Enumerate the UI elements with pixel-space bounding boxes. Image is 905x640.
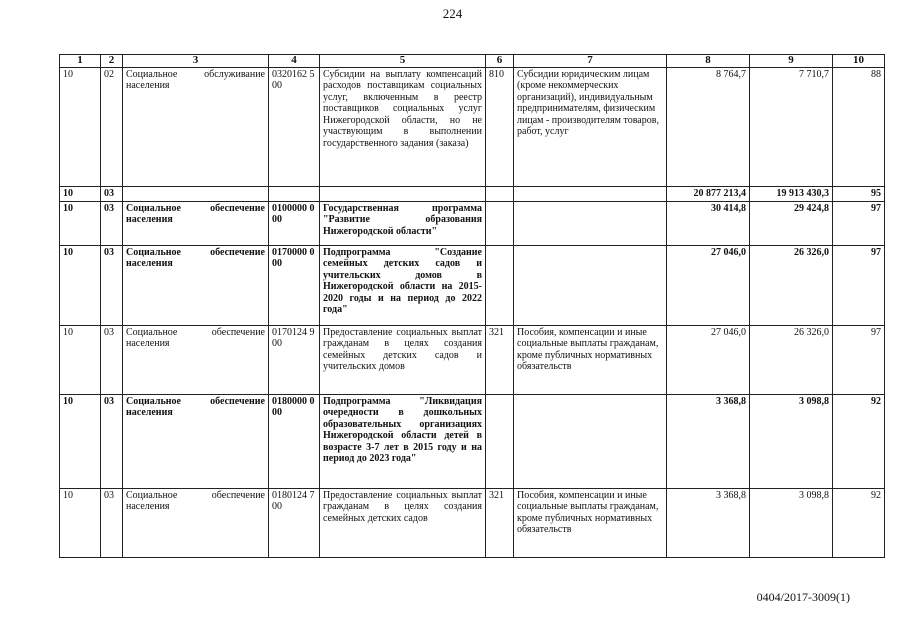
planned-amount: 27 046,0 bbox=[667, 245, 750, 325]
header-col-8: 8 bbox=[667, 55, 750, 68]
target-article-name: Подпрограмма "Ликвидация очередности в дошкольных образовательных организациях Нижегородской области детей в возрасте 3-7 лет в 2015 году и на период до 2023 года" bbox=[320, 394, 486, 488]
section-code: 10 bbox=[60, 186, 101, 201]
execution-percent: 92 bbox=[833, 394, 885, 488]
target-article-code: 0170124 900 bbox=[269, 325, 320, 394]
section-name: Социальное обслуживание населения bbox=[123, 67, 269, 186]
section-name: Социальное обеспечение населения bbox=[123, 488, 269, 557]
document-code: 0404/2017-3009(1) bbox=[756, 590, 850, 604]
execution-percent: 97 bbox=[833, 325, 885, 394]
header-col-9: 9 bbox=[750, 55, 833, 68]
header-col-10: 10 bbox=[833, 55, 885, 68]
subsection-code: 03 bbox=[101, 245, 123, 325]
table-row bbox=[60, 325, 885, 394]
actual-amount: 29 424,8 bbox=[750, 201, 833, 245]
section-code: 10 bbox=[60, 488, 101, 557]
target-article-code bbox=[269, 186, 320, 201]
subsection-code: 03 bbox=[101, 394, 123, 488]
section-code: 10 bbox=[60, 245, 101, 325]
expense-type-name bbox=[514, 245, 667, 325]
table-row bbox=[60, 186, 885, 201]
expense-type-code bbox=[486, 394, 514, 488]
target-article-name: Предоставление социальных выплат гражданам в целях создания семейных детских садов и учительских домов bbox=[320, 325, 486, 394]
subsection-code: 03 bbox=[101, 186, 123, 201]
section-name: Социальное обеспечение населения bbox=[123, 325, 269, 394]
table-row bbox=[60, 67, 885, 186]
header-col-5: 5 bbox=[320, 55, 486, 68]
actual-amount: 19 913 430,3 bbox=[750, 186, 833, 201]
section-name: Социальное обеспечение населения bbox=[123, 245, 269, 325]
budget-table bbox=[59, 54, 885, 558]
execution-percent: 88 bbox=[833, 67, 885, 186]
header-row bbox=[60, 55, 885, 68]
target-article-code: 0180124 700 bbox=[269, 488, 320, 557]
execution-percent: 95 bbox=[833, 186, 885, 201]
header-col-2: 2 bbox=[101, 55, 123, 68]
expense-type-code bbox=[486, 245, 514, 325]
actual-amount: 26 326,0 bbox=[750, 325, 833, 394]
expense-type-name bbox=[514, 394, 667, 488]
header-col-3: 3 bbox=[123, 55, 269, 68]
target-article-code: 0100000 000 bbox=[269, 201, 320, 245]
expense-type-name bbox=[514, 201, 667, 245]
target-article-code: 0170000 000 bbox=[269, 245, 320, 325]
header-col-6: 6 bbox=[486, 55, 514, 68]
planned-amount: 20 877 213,4 bbox=[667, 186, 750, 201]
actual-amount: 3 098,8 bbox=[750, 394, 833, 488]
table-row bbox=[60, 201, 885, 245]
subsection-code: 02 bbox=[101, 67, 123, 186]
expense-type-name: Субсидии юридическим лицам (кроме некоммерческих организаций), индивидуальным предпринимателям, физическим лицам - производителям товаров, работ, услуг bbox=[514, 67, 667, 186]
expense-type-code bbox=[486, 201, 514, 245]
table-row bbox=[60, 245, 885, 325]
expense-type-code: 321 bbox=[486, 488, 514, 557]
section-code: 10 bbox=[60, 325, 101, 394]
target-article-name bbox=[320, 186, 486, 201]
execution-percent: 97 bbox=[833, 201, 885, 245]
target-article-code: 0320162 500 bbox=[269, 67, 320, 186]
subsection-code: 03 bbox=[101, 325, 123, 394]
target-article-name: Подпрограмма "Создание семейных детских садов и учительских домов в Нижегородской области на 2015-2020 годы и на период до 2022 года" bbox=[320, 245, 486, 325]
section-name: Социальное обеспечение населения bbox=[123, 201, 269, 245]
planned-amount: 8 764,7 bbox=[667, 67, 750, 186]
expense-type-code: 810 bbox=[486, 67, 514, 186]
page-number: 224 bbox=[442, 6, 463, 21]
section-name: Социальное обеспечение населения bbox=[123, 394, 269, 488]
execution-percent: 97 bbox=[833, 245, 885, 325]
subsection-code: 03 bbox=[101, 488, 123, 557]
header-col-7: 7 bbox=[514, 55, 667, 68]
section-code: 10 bbox=[60, 67, 101, 186]
section-code: 10 bbox=[60, 201, 101, 245]
header-col-4: 4 bbox=[269, 55, 320, 68]
expense-type-name: Пособия, компенсации и иные социальные выплаты гражданам, кроме публичных нормативных обязательств bbox=[514, 488, 667, 557]
target-article-code: 0180000 000 bbox=[269, 394, 320, 488]
expense-type-code bbox=[486, 186, 514, 201]
target-article-name: Субсидии на выплату компенсаций расходов поставщикам социальных услуг, включенным в реестр поставщиков социальных услуг Нижегородской области, но не участвующим в выполнении государственного задания (заказа) bbox=[320, 67, 486, 186]
target-article-name: Предоставление социальных выплат гражданам в целях создания семейных детских садов bbox=[320, 488, 486, 557]
planned-amount: 30 414,8 bbox=[667, 201, 750, 245]
subsection-code: 03 bbox=[101, 201, 123, 245]
table-row bbox=[60, 488, 885, 557]
section-name bbox=[123, 186, 269, 201]
expense-type-code: 321 bbox=[486, 325, 514, 394]
expense-type-name: Пособия, компенсации и иные социальные выплаты гражданам, кроме публичных нормативных обязательств bbox=[514, 325, 667, 394]
actual-amount: 7 710,7 bbox=[750, 67, 833, 186]
expense-type-name bbox=[514, 186, 667, 201]
actual-amount: 3 098,8 bbox=[750, 488, 833, 557]
planned-amount: 27 046,0 bbox=[667, 325, 750, 394]
header-col-1: 1 bbox=[60, 55, 101, 68]
planned-amount: 3 368,8 bbox=[667, 488, 750, 557]
section-code: 10 bbox=[60, 394, 101, 488]
table-row bbox=[60, 394, 885, 488]
target-article-name: Государственная программа "Развитие образования Нижегородской области" bbox=[320, 201, 486, 245]
execution-percent: 92 bbox=[833, 488, 885, 557]
actual-amount: 26 326,0 bbox=[750, 245, 833, 325]
planned-amount: 3 368,8 bbox=[667, 394, 750, 488]
